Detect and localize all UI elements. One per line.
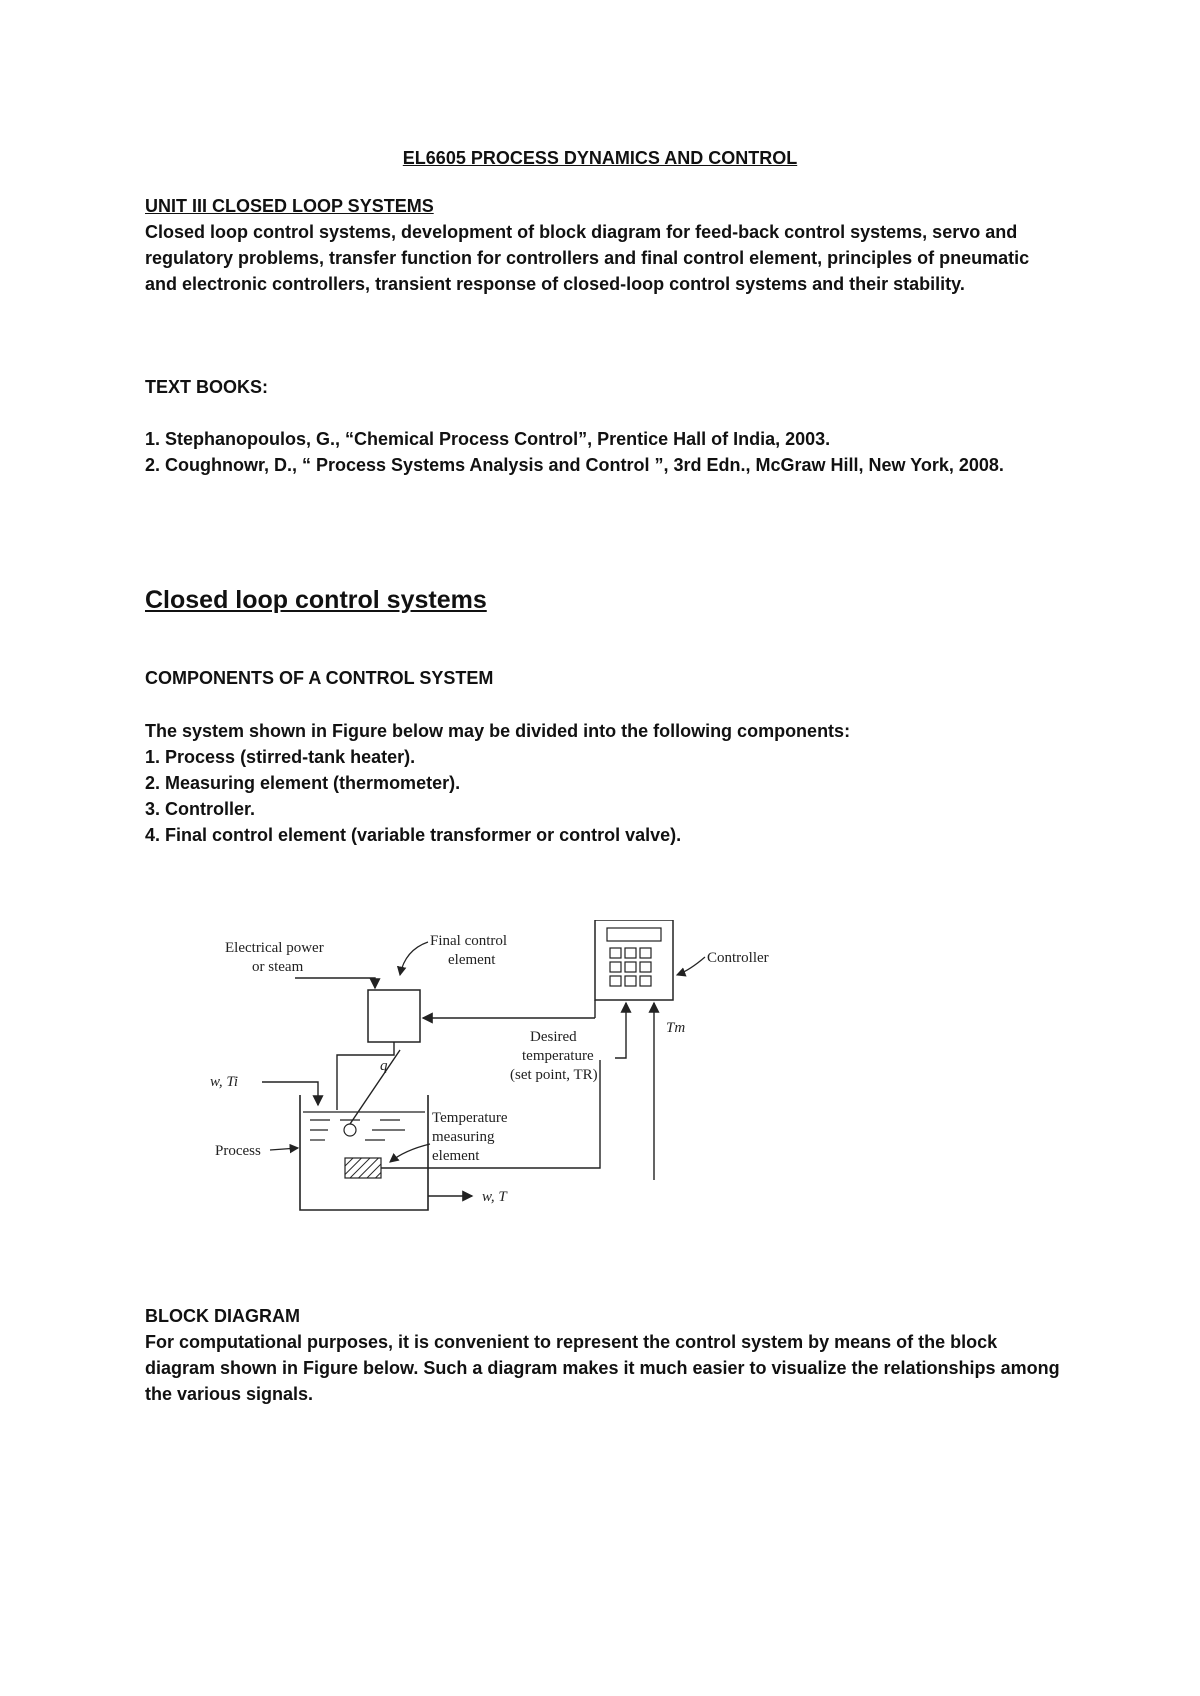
- controller-keypad: [610, 948, 651, 986]
- component-item: 1. Process (stirred-tank heater).: [145, 747, 416, 767]
- desired-label-3: (set point, TR): [510, 1067, 598, 1083]
- q-label: q: [380, 1058, 388, 1074]
- block-diagram-body: For computational purposes, it is convenient to represent the control system by means of the block diagram shown in Figure below. Such a diagram makes it much easier to visualize the relationships among the various signals.: [145, 1332, 1060, 1404]
- textbooks-heading: TEXT BOOKS:: [145, 377, 269, 397]
- component-item: 3. Controller.: [145, 799, 256, 819]
- tme-pointer: [390, 1144, 430, 1162]
- fce-label: Final control: [430, 933, 508, 949]
- stirrer: [344, 1124, 356, 1136]
- tme-label-3: element: [432, 1148, 480, 1164]
- stirrer-shaft: [350, 1050, 400, 1124]
- components-list: [145, 744, 1060, 848]
- liquid-surface: [303, 1112, 425, 1140]
- final-control-element-box: [368, 990, 420, 1042]
- control-system-diagram: [200, 920, 800, 1240]
- unit-heading: [145, 193, 1060, 219]
- components-heading: COMPONENTS OF A CONTROL SYSTEM: [145, 668, 494, 688]
- controller-pointer: [677, 957, 705, 975]
- power-label: Electrical power: [225, 940, 324, 956]
- desired-label: Desired: [530, 1029, 577, 1045]
- unit-heading-text: UNIT III CLOSED LOOP SYSTEMS: [145, 196, 434, 216]
- tme-label: Temperature: [432, 1110, 508, 1126]
- component-item: 2. Measuring element (thermometer).: [145, 773, 461, 793]
- outlet-label: w, T: [482, 1189, 507, 1205]
- component-item: 4. Final control element (variable transformer or control valve).: [145, 825, 682, 845]
- textbook-item: 2. Coughnowr, D., “ Process Systems Analysis and Control ”, 3rd Edn., McGraw Hill, New York, 2008.: [145, 455, 1004, 475]
- fce-pointer: [400, 942, 428, 975]
- inlet-label: w, Ti: [210, 1074, 239, 1090]
- desired-label-2: temperature: [522, 1048, 594, 1064]
- textbook-item: 1. Stephanopoulos, G., “Chemical Process Control”, Prentice Hall of India, 2003.: [145, 429, 831, 449]
- inlet-arrow: [262, 1082, 318, 1105]
- components-intro: The system shown in Figure below may be divided into the following components:: [145, 721, 851, 741]
- thermometer-element: [345, 1158, 381, 1178]
- tme-label-2: measuring: [432, 1129, 495, 1145]
- block-diagram-heading: BLOCK DIAGRAM: [145, 1306, 300, 1326]
- tm-label: Tm: [666, 1020, 686, 1036]
- process-label: Process: [215, 1143, 261, 1159]
- setpoint-arrow: [615, 1003, 626, 1058]
- heater-line: [337, 1042, 394, 1110]
- fce-label-2: element: [448, 952, 496, 968]
- unit-body: Closed loop control systems, development of block diagram for feed-back control systems, servo and regulatory problems, transfer function for controllers and final control element, principles of pneumatic and electronic controllers, transient response of closed-loop control systems and their stability.: [145, 222, 1030, 294]
- power-arrow: [295, 978, 375, 988]
- controller-display: [607, 928, 661, 941]
- section-title: Closed loop control systems: [145, 586, 487, 614]
- process-pointer: [270, 1148, 298, 1150]
- document-title: EL6605 PROCESS DYNAMICS AND CONTROL: [402, 148, 798, 168]
- control-system-figure: [200, 920, 800, 1240]
- textbooks-list: [145, 426, 1060, 478]
- controller-label: Controller: [707, 950, 769, 966]
- power-label-2: or steam: [252, 959, 304, 975]
